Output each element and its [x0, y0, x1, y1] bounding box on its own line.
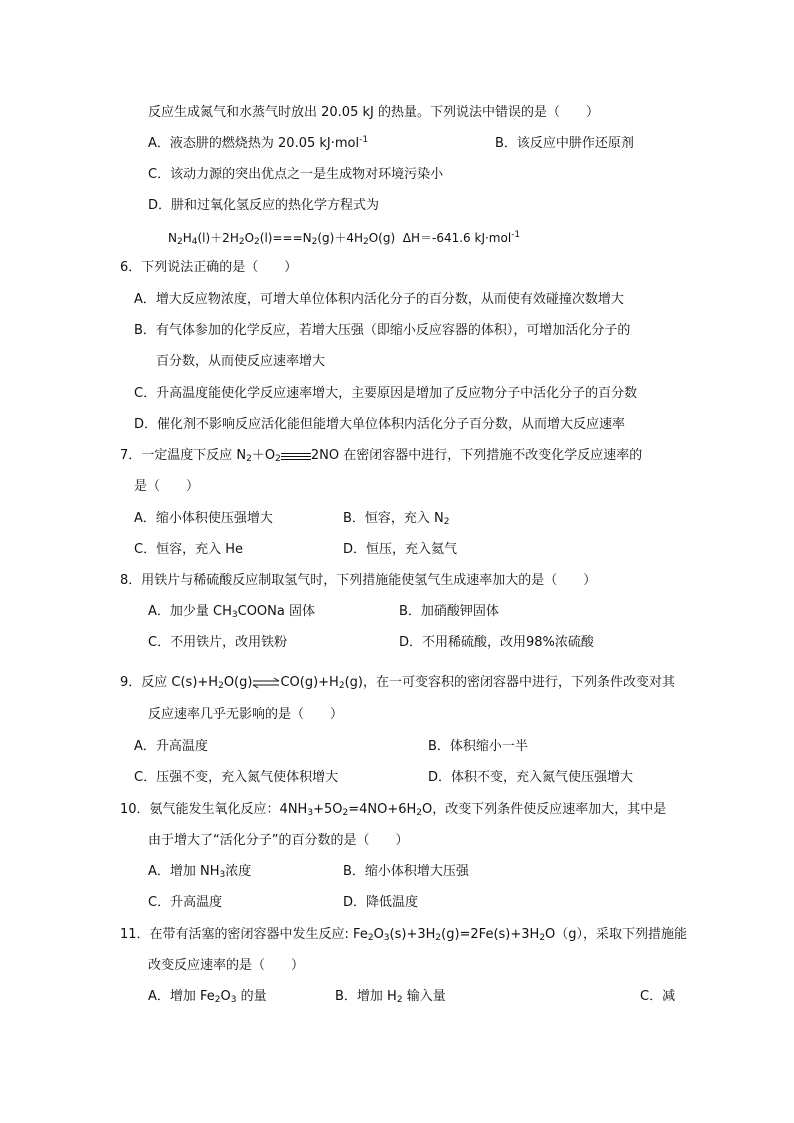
question-11-stem-line1: 11．在带有活塞的密闭容器中发生反应: $Fe_2O_3(s)+3H_2(g)=2Fe(s)+3H_2O(g)$，采取下列措施能 — [120, 927, 688, 943]
question-7-stem-line2: 是（ ） — [134, 479, 200, 494]
question-8-option-c: C．不用铁片，改用铁粉 — [148, 635, 288, 650]
question-11-stem-line2: 改变反应速率的是（ ） — [148, 958, 305, 973]
question-5-stem-line: 反应生成氮气和水蒸气时放出 20.05 kJ 的热量。下列说法中错误的是（ ） — [148, 105, 599, 120]
question-8-option-d: D．不用稀硫酸，改用98%浓硫酸 — [399, 635, 594, 650]
question-7-option-b: B．恒容，充入 $N_2$ — [343, 511, 450, 527]
question-9-option-d: D．体积不变，充入氮气使压强增大 — [428, 770, 634, 785]
question-10-stem-line1: 10．氨气能发生氧化反应：$4NH_3+5O_2=4NO+6H_2O$，改变下列条件使反应速率加大，其中是 — [120, 802, 667, 818]
question-6-option-b-line1: B．有气体参加的化学反应，若增大压强（即缩小反应容器的体积），可增加活化分子的 — [134, 323, 631, 338]
question-8-stem: 8．用铁片与稀硫酸反应制取氢气时，下列措施能使氢气生成速率加大的是（ ） — [120, 573, 597, 588]
question-9-option-c: C．压强不变，充入氮气使体积增大 — [134, 770, 339, 785]
question-11-option-c-fragment: C．减 — [640, 989, 676, 1004]
question-9-stem-line2: 反应速率几乎无影响的是（ ） — [148, 707, 344, 722]
question-6-option-c: C．升高温度能使化学反应速率增大，主要原因是增加了反应物分子中活化分子的百分数 — [134, 386, 638, 401]
question-11-option-b: B．增加 $H_2$ 输入量 — [335, 989, 446, 1005]
question-6-option-b-line2: 百分数，从而使反应速率增大 — [156, 354, 326, 369]
question-9-option-a: A．升高温度 — [134, 739, 208, 754]
question-10-option-c: C．升高温度 — [148, 895, 223, 910]
question-10-option-d: D．降低温度 — [343, 895, 419, 910]
question-6-option-a: A．增大反应物浓度，可增大单位体积内活化分子的百分数，从而使有效碰撞次数增大 — [134, 292, 624, 307]
question-8-option-b: B．加硝酸钾固体 — [399, 604, 499, 619]
question-10-option-a: A．增加 $NH_3$浓度 — [148, 864, 252, 880]
question-5-option-b: B．该反应中肼作还原剂 — [495, 136, 634, 151]
question-5-option-d: D．肼和过氧化氢反应的热化学方程式为 — [148, 198, 380, 213]
question-10-stem-line2: 由于增大了“活化分子”的百分数的是（ ） — [148, 833, 409, 848]
question-11-option-a: A．增加 $Fe_2O_3$ 的量 — [148, 989, 267, 1005]
question-6-option-d: D．催化剂不影响反应活化能但能增大单位体积内活化分子百分数，从而增大反应速率 — [134, 417, 626, 432]
question-7-option-c: C．恒容，充入 He — [134, 542, 243, 557]
equilibrium-sign-icon — [281, 451, 311, 461]
question-7-option-a: A．缩小体积使压强增大 — [134, 511, 273, 526]
question-5-option-c: C．该动力源的突出优点之一是生成物对环境污染小 — [148, 167, 444, 182]
question-8-option-a: A．加少量 $CH_3COONa$ 固体 — [148, 604, 316, 620]
reversible-arrow-icon — [252, 677, 280, 689]
question-9-stem-line1: 9．反应 $C(s)+H_2O(g)$ $CO(g)+H_2(g)$，在一可变容积的密闭容器中进行，下列条件改变对其 — [120, 675, 675, 691]
question-5-option-a: A．液态肼的燃烧热为 20.05 kJ·mol$^{-1}$ — [148, 135, 369, 151]
question-6-stem: 6．下列说法正确的是（ ） — [120, 260, 298, 275]
question-10-option-b: B．缩小体积增大压强 — [343, 864, 469, 879]
question-9-option-b: B．体积缩小一半 — [428, 739, 528, 754]
question-7-option-d: D．恒压，充入氦气 — [343, 542, 458, 557]
thermochemical-equation: $N_2H_4(l)+2H_2O_2(l)===N_2(g)+4H_2O(g)$ ΔH＝-641.6 kJ·mol$^{-1}$ — [168, 230, 521, 247]
question-7-stem-line1: 7．一定温度下反应 $N_2+O_2$ 2NO 在密闭容器中进行，下列措施不改变化学反应速率的 — [120, 448, 643, 464]
